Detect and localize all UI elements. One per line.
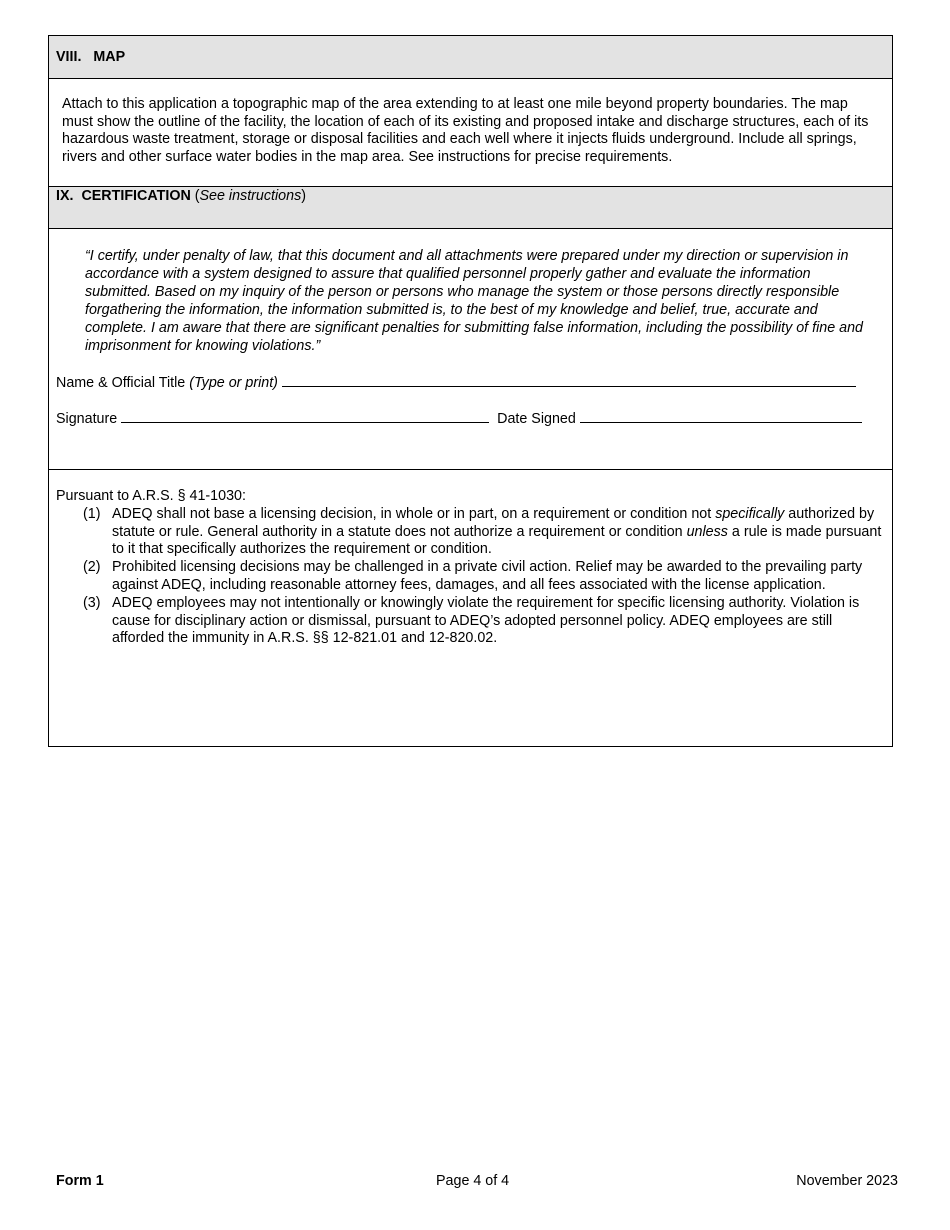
- divider: [49, 228, 892, 229]
- list-text: authorized by statute or rule. General authority in a statute does not authorize a requirement or condition: [112, 505, 875, 540]
- map-section-header: [49, 36, 892, 78]
- certification-title: CERTIFICATION: [81, 188, 191, 204]
- statute-block: [56, 488, 888, 648]
- list-text: ADEQ shall not base a licensing decision, in whole or in part, on a requirement or condition not: [112, 505, 716, 522]
- map-instructions: Attach to this application a topographic map of the area extending to at least one mile beyond property boundaries. The map must show the outline of the facility, the location of each of its existing and proposed intake and discharge structures, each of its hazardous waste treatment, storage or disposal facilities and each well where it injects fluids underground. Include all springs, rivers and other surface water bodies in the map area. See instructions for precise requirements.: [62, 96, 869, 165]
- name-title-row: [56, 372, 856, 391]
- list-emphasis: unless: [686, 523, 728, 540]
- list-item: [56, 595, 888, 648]
- list-text: Prohibited licensing decisions may be challenged in a private civil action. Relief may be awarded to the prevailing party against ADEQ, including reasonable attorney fees, damages, and all fees associated with the license application.: [112, 559, 863, 593]
- list-item: [56, 506, 888, 559]
- date-signed-label: Date Signed: [497, 411, 576, 427]
- signature-label: Signature: [56, 411, 118, 427]
- certification-statement: “I certify, under penalty of law, that this document and all attachments were prepared under my direction or supervision in accordance with a system designed to assure that qualified personnel properly gather and evaluate the information submitted. Based on my inquiry of the person or persons who manage the system or those persons directly responsible forgathering the information, the information submitted is, to the best of my knowledge and belief, true, accurate and complete. I am aware that there are significant penalties for submitting false information, including the possibility of fine and imprisonment for knowing violations.”: [85, 248, 864, 354]
- map-section-title: MAP: [93, 49, 126, 65]
- list-text: a rule is made pursuant to it that specifically authorizes the requirement or condition.: [112, 523, 882, 558]
- statute-intro: Pursuant to A.R.S. § 41-1030:: [56, 488, 246, 504]
- name-title-label: Name & Official Title: [56, 375, 186, 391]
- name-title-field[interactable]: [282, 372, 856, 387]
- signature-field[interactable]: [121, 408, 489, 423]
- list-emphasis: specifically: [715, 505, 785, 522]
- certification-note: See instructions: [199, 188, 302, 204]
- divider: [49, 469, 892, 470]
- footer-date: November 2023: [796, 1173, 898, 1189]
- list-number: (3): [83, 594, 101, 611]
- name-title-hint: (Type or print): [189, 375, 278, 391]
- footer-form-id: Form 1: [56, 1173, 104, 1189]
- list-text: ADEQ employees may not intentionally or knowingly violate the requirement for specific licensing authority. Violation is cause for disciplinary action or dismissal, pursuant to ADEQ’s adopted personnel policy. ADEQ employees are still afforded the immunity in A.R.S. §§ 12-821.01 and 12-820.02.: [112, 594, 860, 647]
- signature-row: [56, 408, 862, 427]
- list-item: [56, 559, 888, 595]
- application-form-box: [48, 35, 893, 747]
- certification-number: IX.: [56, 188, 74, 204]
- list-number: (1): [83, 505, 101, 522]
- certification-section-header: IX. CERTIFICATION (See instructions): [49, 187, 892, 228]
- map-section-number: VIII.: [56, 49, 82, 65]
- list-number: (2): [83, 559, 101, 576]
- divider: [49, 78, 892, 79]
- date-signed-field[interactable]: [580, 408, 862, 423]
- footer-page-number: Page 4 of 4: [436, 1173, 510, 1189]
